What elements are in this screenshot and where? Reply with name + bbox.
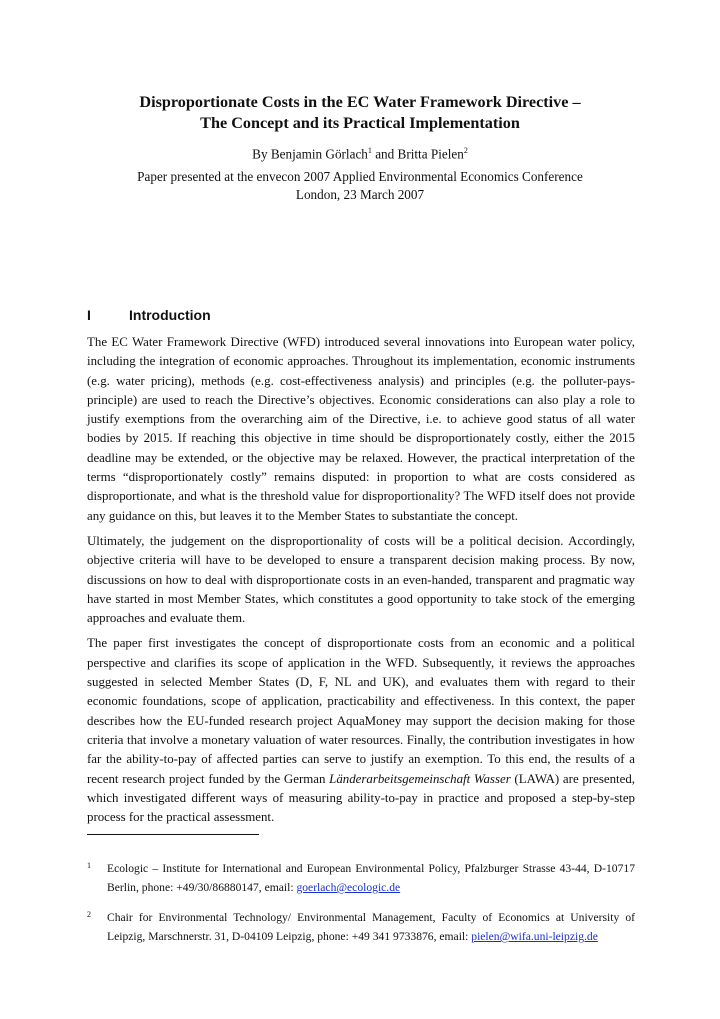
- paragraph-2: Ultimately, the judgement on the disproportionality of costs will be a political decision. Accordingly, objective criteria will have to be developed to ensure a transparent decision making process. By now, discussions on how to deal with disproportionate costs in an even-handed, transparent and pragmatic way have started in most Member States, which constitutes a good opportunity to take stock of the emerging approaches and evaluate them.: [87, 533, 635, 626]
- paragraph-3-part-b: (LAWA) are presented, which investigated different ways of measuring ability-to-pay in practice and proposed a step-by-step process for the practical assessment.: [87, 771, 635, 825]
- author2-footnote-mark[interactable]: 2: [463, 146, 468, 155]
- title-line-2: The Concept and its Practical Implementation: [200, 114, 520, 132]
- footnote-1-email-link[interactable]: goerlach@ecologic.de: [296, 881, 401, 894]
- body-text: [87, 333, 635, 833]
- authors-joiner: and Britta Pielen: [371, 146, 464, 162]
- footnote-2-email-link[interactable]: pielen@wifa.uni-leipzig.de: [471, 930, 598, 943]
- footnote-2-mark: 2: [87, 910, 91, 919]
- footnote-2-text: [107, 908, 635, 946]
- venue-line-1: Paper presented at the envecon 2007 Applied Environmental Economics Conference: [137, 169, 583, 184]
- section-number: I: [87, 307, 91, 323]
- footnote-1-mark: 1: [87, 861, 91, 870]
- section-title: Introduction: [129, 307, 211, 323]
- author1-footnote-mark[interactable]: 1: [367, 146, 372, 155]
- paragraph-3: [87, 634, 635, 827]
- venue-info: [0, 168, 720, 204]
- paragraph-3-italic: Länderarbeitsgemeinschaft Wasser: [329, 771, 511, 786]
- footnote-1-text: [107, 859, 635, 897]
- footnote-2-body: Chair for Environmental Technology/ Environmental Management, Faculty of Economics at University of Leipzig, Marschnerstr. 31, D-04109 Leipzig, phone: +49 341 9733876, email:: [107, 911, 635, 943]
- author-line: [0, 142, 720, 163]
- paper-title: [0, 92, 720, 134]
- paragraph-3-part-a: The paper first investigates the concept of disproportionate costs from an economic and a political perspective and clarifies its scope of application in the WFD. Subsequently, it reviews the approaches suggested in selected Member States (D, F, NL and UK), and evaluates them with regard to their economic foundations, scope of application, practicability and effectiveness. In this context, the paper describes how the EU-funded research project AquaMoney may support the decision making for those criteria that involve a monetary valuation of water resources. Finally, the contribution investigates in how far the ability-to-pay of affected parties can serve to justify an exemption. To this end, the results of a recent research project funded by the German: [87, 636, 635, 786]
- footnote-1: [87, 859, 635, 897]
- footnote-2: [87, 908, 635, 946]
- authors-prefix: By Benjamin Görlach: [252, 146, 368, 162]
- paragraph-1: The EC Water Framework Directive (WFD) introduced several innovations into European water policy, including the integration of economic approaches. Throughout its implementation, economic instruments (e.g. water pricing), methods (e.g. cost-effectiveness analysis) and principles (e.g. the polluter-pays-principle) are used to reach the Directive’s objectives. Economic considerations can also play a role to justify exemptions from the overarching aim of the Directive, i.e. to achieve good status of all water bodies by 2015. If reaching this objective in time should be disproportionately costly, either the 2015 deadline may be extended, or the objective may be relaxed. However, the practical interpretation of the terms “disproportionately costly” remains disputed: in proportion to what are costs considered as disproportionate, and what is the threshold value for disproportionality? The WFD itself does not provide any guidance on this, but leaves it to the Member States to substantiate the concept.: [87, 335, 635, 523]
- footnote-separator: [87, 834, 259, 835]
- venue-line-2: London, 23 March 2007: [295, 187, 425, 202]
- title-line-1: Disproportionate Costs in the EC Water Framework Directive –: [139, 93, 581, 111]
- footnote-1-body: Ecologic – Institute for International and European Environmental Policy, Pfalzburger Strasse 43-44, D-10717 Berlin, phone: +49/30/86880147, email:: [107, 862, 635, 894]
- section-heading: [87, 306, 211, 324]
